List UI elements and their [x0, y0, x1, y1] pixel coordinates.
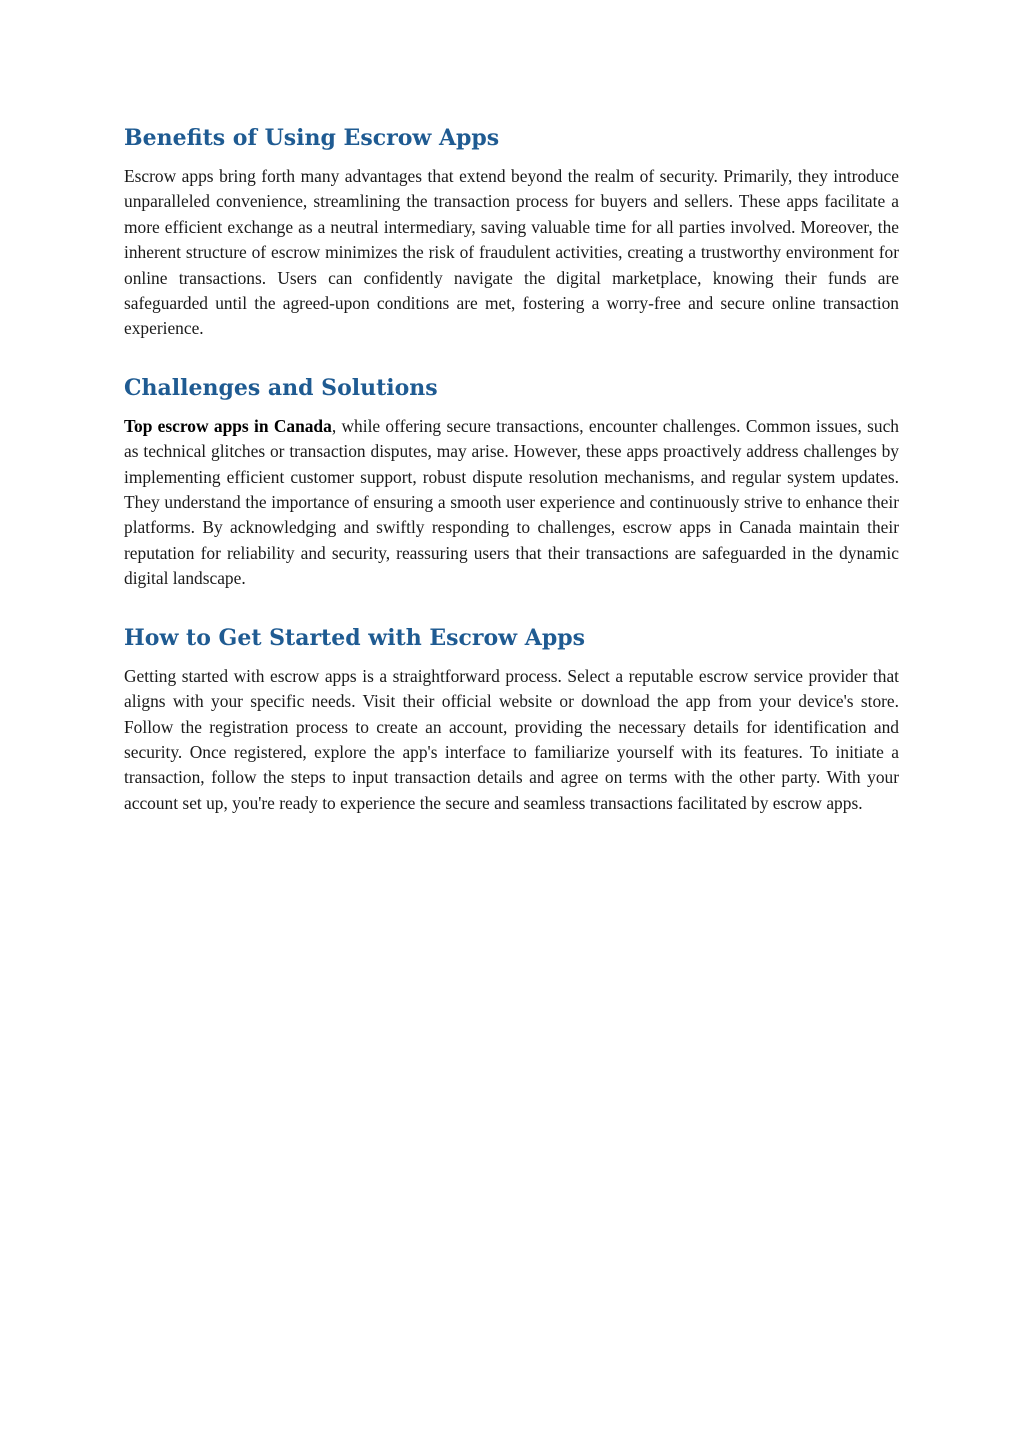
bold-lead-text: Top escrow apps in Canada — [124, 415, 332, 436]
body-text: Getting started with escrow apps is a straightforward process. Select a reputable escrow service provider that aligns with your specific needs. Visit their official website or download the app from your device's store. Follow the registration process to create an account, providing the necessary details for identification and security. Once registered, explore the app's interface to familiarize yourself with its features. To initiate a transaction, follow the steps to input transaction details and agree on terms with the other party. With your account set up, you're ready to experience the secure and seamless transactions facilitated by escrow apps. — [124, 665, 899, 813]
section-body-challenges — [124, 414, 899, 592]
section-body-get-started — [124, 664, 899, 816]
body-text: , while offering secure transactions, encounter challenges. Common issues, such as technical glitches or transaction disputes, may arise. However, these apps proactively address challenges by implementing efficient customer support, robust dispute resolution mechanisms, and regular system updates. They understand the importance of ensuring a smooth user experience and continuously strive to enhance their platforms. By acknowledging and swiftly responding to challenges, escrow apps in Canada maintain their reputation for reliability and security, reassuring users that their transactions are safeguarded in the dynamic digital landscape. — [124, 415, 899, 589]
section-body-benefits — [124, 164, 899, 342]
body-text: Escrow apps bring forth many advantages that extend beyond the realm of security. Primarily, they introduce unparalleled convenience, streamlining the transaction process for buyers and sellers. These apps facilitate a more efficient exchange as a neutral intermediary, saving valuable time for all parties involved. Moreover, the inherent structure of escrow minimizes the risk of fraudulent activities, creating a trustworthy environment for online transactions. Users can confidently navigate the digital marketplace, knowing their funds are safeguarded until the agreed-upon conditions are met, fostering a worry-free and secure online transaction experience. — [124, 166, 899, 339]
section-get-started — [124, 618, 899, 816]
section-benefits — [124, 118, 899, 342]
section-challenges — [124, 368, 899, 592]
section-heading-challenges: Challenges and Solutions — [124, 374, 438, 401]
section-heading-benefits: Benefits of Using Escrow Apps — [124, 125, 500, 151]
section-heading-get-started: How to Get Started with Escrow Apps — [124, 624, 586, 651]
document-page — [124, 118, 899, 842]
